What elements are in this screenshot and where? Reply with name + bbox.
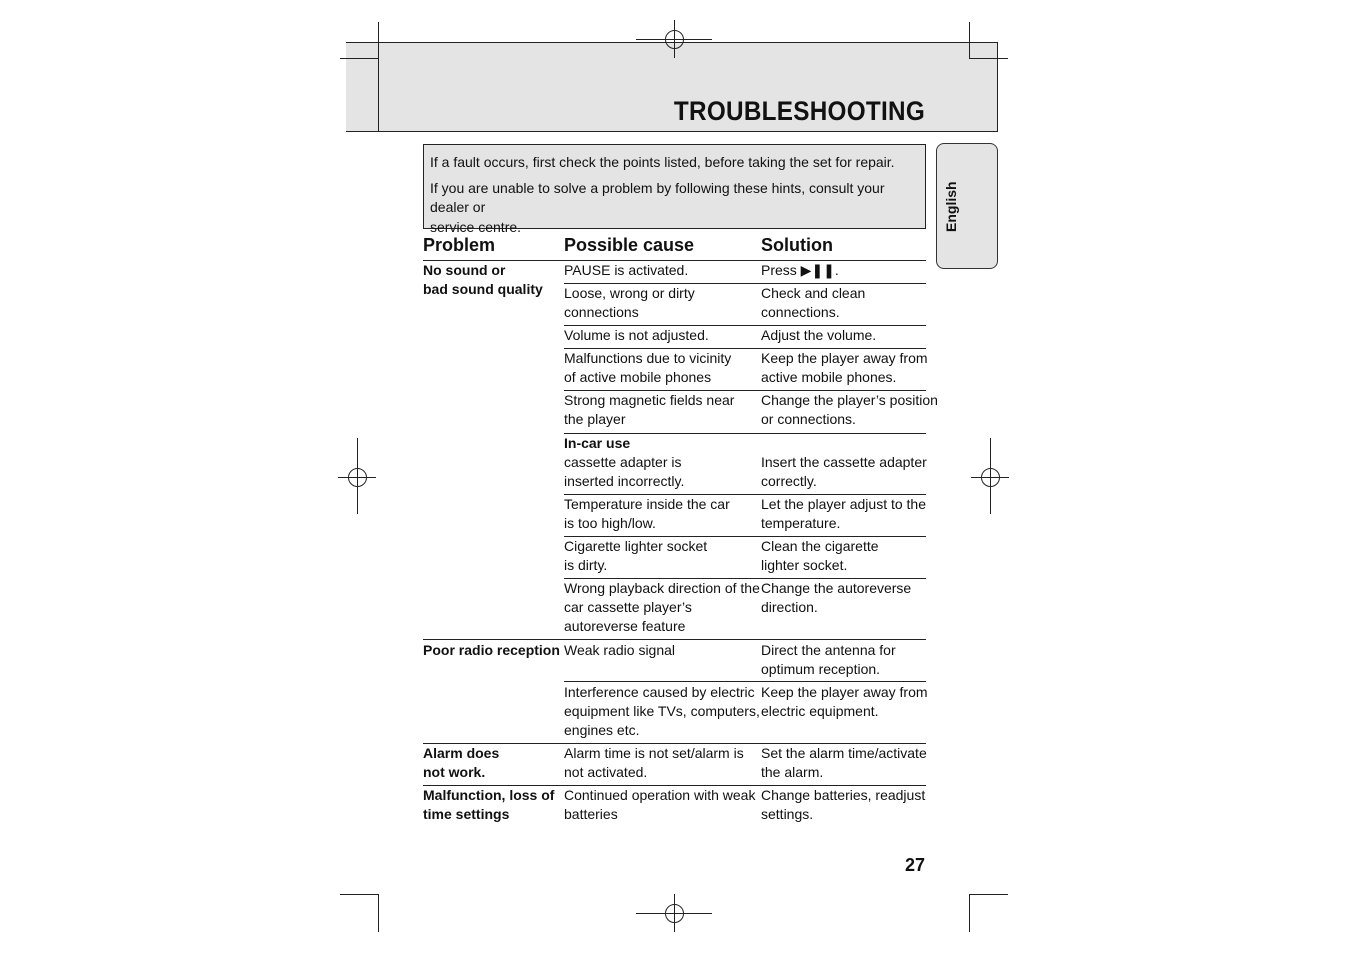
solution-line: Change the player’s position [761,392,938,408]
solution-line: Insert the cassette adapter [761,454,927,470]
problem-line: Alarm does [423,745,500,761]
solution-cell [761,453,927,491]
cause-line: autoreverse feature [564,618,686,635]
header-cause: Possible cause [564,235,695,255]
page-title: TROUBLESHOOTING [673,96,925,126]
crop-mark [969,894,1008,895]
crop-mark [378,22,379,132]
crop-mark [340,58,379,59]
solution-line: Set the alarm time/activate [761,745,927,761]
cause-cell: PAUSE is activated. [564,262,689,278]
solution-line: connections. [761,304,840,321]
solution-line: Keep the player away from [761,350,928,366]
problem-malfunction [423,786,554,824]
cause-line: of active mobile phones [564,369,712,386]
cause-line: Continued operation with weak [564,787,756,803]
registration-mark-top [665,30,684,49]
subheading-in-car-use: In-car use [564,435,631,451]
cause-cell [564,537,707,575]
cause-line: Cigarette lighter socket [564,538,708,554]
crop-mark [969,22,970,59]
solution-line: Keep the player away from [761,684,928,700]
solution-cell [761,579,911,617]
solution-line: settings. [761,806,814,823]
cause-line: car cassette player’s [564,599,692,616]
language-tab-label: English [943,181,959,232]
problem-alarm [423,744,499,782]
solution-cell [761,786,925,824]
cause-cell: Volume is not adjusted. [564,327,709,343]
registration-mark-left [348,468,367,487]
solution-line: lighter socket. [761,557,848,574]
crop-mark [378,894,379,932]
group-divider [423,639,926,640]
cause-cell [564,683,760,741]
intro-paragraph-1: If a fault occurs, first check the points listed, before taking the set for repair. [430,154,895,170]
cause-line: Wrong playback direction of the [564,580,760,596]
solution-line: electric equipment. [761,703,879,720]
solution-line: Direct the antenna for [761,642,896,658]
cause-cell [564,284,695,322]
solution-line: active mobile phones. [761,369,897,386]
solution-cell: Adjust the volume. [761,327,877,343]
solution-line: Change the autoreverse [761,580,912,596]
cause-cell [564,579,760,637]
cause-line: is too high/low. [564,515,656,532]
problem-line: bad sound quality [423,281,543,298]
cause-line: the player [564,411,626,428]
header-solution: Solution [761,235,833,255]
crop-mark [969,58,1008,59]
cause-line: Alarm time is not set/alarm is [564,745,744,761]
problem-line: not work. [423,764,486,781]
problem-no-sound [423,261,543,299]
cause-cell [564,349,731,387]
solution-line: or connections. [761,411,856,428]
cause-cell [564,434,684,492]
intro-box [423,144,926,235]
registration-mark-right [981,468,1000,487]
cause-line: not activated. [564,764,648,781]
solution-cell [761,391,938,429]
solution-cell [761,284,865,322]
problem-poor-radio: Poor radio reception [423,642,560,658]
intro-paragraph-2-line-1: If you are unable to solve a problem by following these hints, consult your dealer or [430,179,885,215]
cause-line: equipment like TVs, computers, [564,703,760,720]
solution-line: Clean the cigarette [761,538,879,554]
cause-cell [564,786,755,824]
solution-line: correctly. [761,473,817,490]
cause-line: connections [564,304,639,321]
problem-line: Malfunction, loss of [423,787,555,803]
solution-cell: Press ▶❚❚. [761,262,839,278]
solution-line: the alarm. [761,764,824,781]
page-number: 27 [904,855,925,875]
crop-mark [969,894,970,932]
solution-line: optimum reception. [761,661,881,678]
cause-line: batteries [564,806,618,823]
solution-line: Let the player adjust to the [761,496,926,512]
cause-line: engines etc. [564,722,640,739]
registration-mark-bottom [665,904,684,923]
solution-line: temperature. [761,515,841,532]
cause-line: is dirty. [564,557,608,574]
cause-line: inserted incorrectly. [564,473,685,490]
cause-line: cassette adapter is [564,454,682,471]
solution-cell [761,537,879,575]
header-problem: Problem [423,235,496,255]
crop-mark [340,894,379,895]
solution-cell [761,744,927,782]
cause-cell [564,744,744,782]
solution-line: direction. [761,599,818,616]
intro-paragraph-2 [430,179,919,238]
cause-line: Temperature inside the car [564,496,730,512]
cause-line: Interference caused by electric [564,684,755,700]
cause-cell [564,391,734,429]
solution-cell [761,641,896,679]
cause-line: Malfunctions due to vicinity [564,350,732,366]
cause-cell [564,495,730,533]
solution-cell [761,683,928,721]
cause-line: Loose, wrong or dirty [564,285,695,301]
row-divider [564,681,926,682]
solution-line: Check and clean [761,285,866,301]
cause-cell: Weak radio signal [564,642,676,658]
intro-paragraph-2-line-2: service centre. [430,218,522,235]
solution-cell [761,495,926,533]
solution-cell [761,349,928,387]
problem-line: time settings [423,806,510,823]
solution-line: Change batteries, readjust [761,787,926,803]
problem-line: No sound or [423,262,506,278]
cause-line: Strong magnetic fields near [564,392,735,408]
